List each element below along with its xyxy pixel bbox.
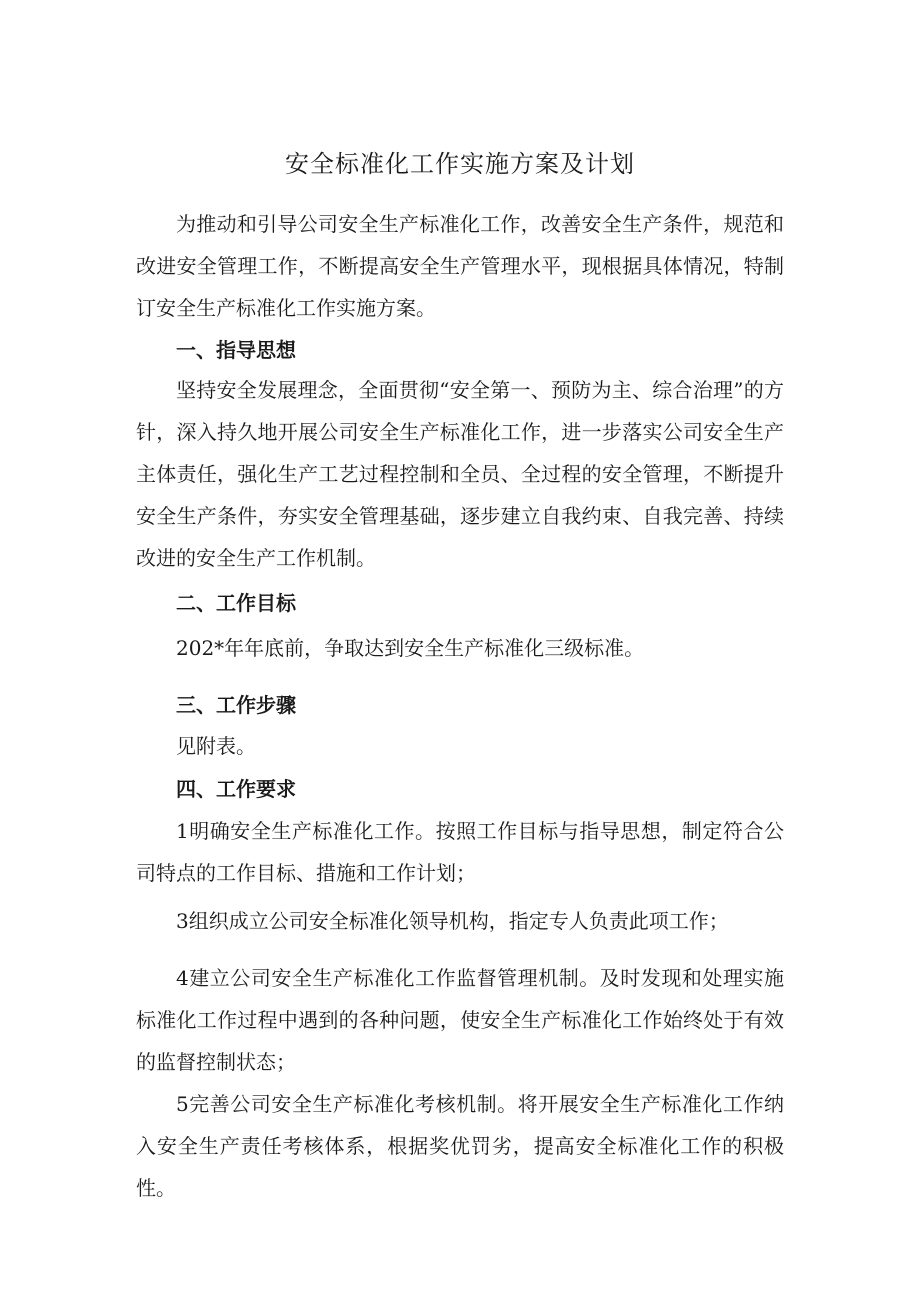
work-goal-paragraph: 202*年年底前，争取达到安全生产标准化三级标准。: [176, 636, 645, 660]
requirement-item-4: 4建立公司安全生产标准化工作监督管理机制。及时发现和处理实施标准化工作过程中遇到的各种问题，使安全生产标准化工作始终处于有效的监督控制状态；: [136, 966, 784, 1074]
guiding-ideology-paragraph: 坚持安全发展理念，全面贯彻“安全第一、预防为主、综合治理”的方针，深入持久地开展公司安全生产标准化工作，进一步落实公司安全生产主体责任，强化生产工艺过程控制和全员、全过程的安全管理，不断提升安全生产条件，夯实安全管理基础，逐步建立自我约束、自我完善、持续改进的安全生产工作机制。: [136, 378, 784, 570]
section-heading-work-requirements: 四、工作要求: [176, 777, 296, 801]
section-heading-work-goal: 二、工作目标: [176, 591, 296, 615]
work-steps-paragraph: 见附表。: [176, 734, 256, 758]
requirement-item-5: 5完善公司安全生产标准化考核机制。将开展安全生产标准化工作纳入安全生产责任考核体系，根据奖优罚劣，提高安全标准化工作的积极性。: [136, 1092, 784, 1200]
section-heading-work-steps: 三、工作步骤: [176, 693, 296, 717]
requirement-item-1: 1明确安全生产标准化工作。按照工作目标与指导思想，制定符合公司特点的工作目标、措施和工作计划；: [136, 819, 784, 885]
requirement-item-3: 3组织成立公司安全标准化领导机构，指定专人负责此项工作；: [176, 909, 729, 933]
intro-paragraph: 为推动和引导公司安全生产标准化工作，改善安全生产条件，规范和改进安全管理工作，不断提高安全生产管理水平，现根据具体情况，特制订安全生产标准化工作实施方案。: [136, 212, 784, 320]
document-title: 安全标准化工作实施方案及计划: [285, 150, 635, 178]
section-heading-guiding-ideology: 一、指导思想: [176, 338, 296, 362]
